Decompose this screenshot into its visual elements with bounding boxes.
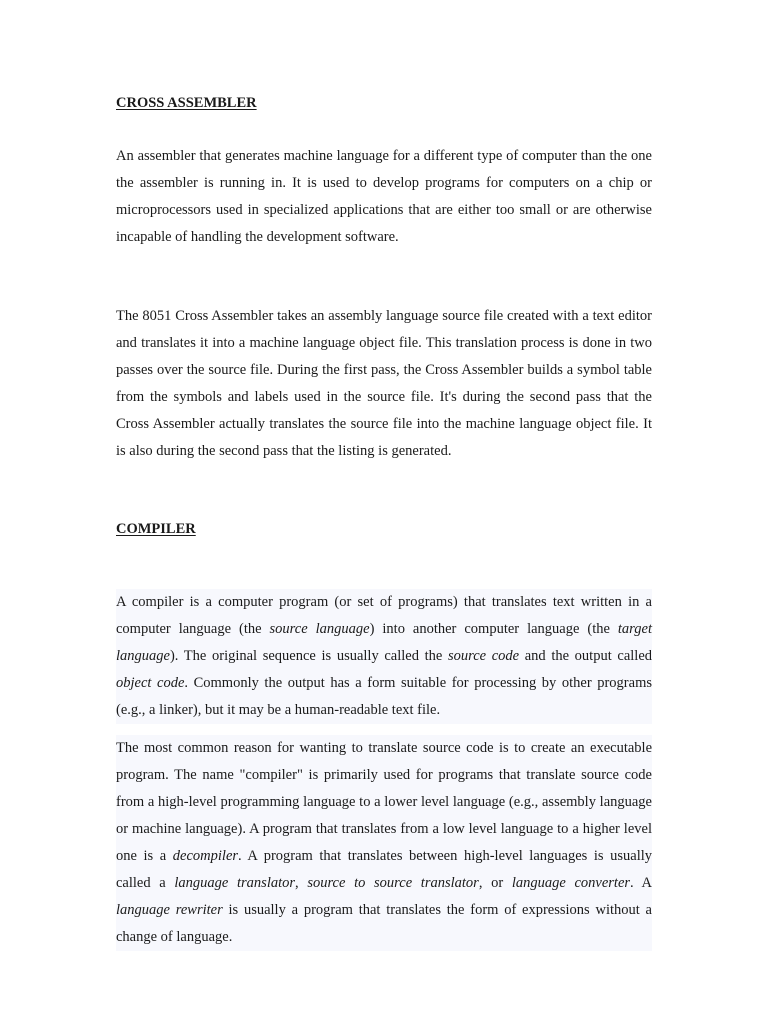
cross-assembler-paragraph-1: An assembler that generates machine language for a different type of computer than the one the assembler is running in. It is used to develop programs for computers on a chip or microprocessors used in specialized applications that are either too small or are otherwise incapable of handling the development software.: [116, 148, 652, 245]
text-span: . A: [630, 875, 653, 891]
text-span: and the output called: [519, 648, 652, 664]
document-page: [116, 90, 652, 951]
compiler-heading: COMPILER: [116, 521, 196, 537]
text-span: ,: [295, 875, 308, 891]
italic-term: source code: [447, 648, 520, 664]
text-span: The most common reason for wanting to translate source code is to create an executable program. The name "compiler" is primarily used for programs that translate source code from a high-level programming language to a lower level language (e.g., assembly language or machine language). A program that translates from a low level language to a higher level one is a: [116, 740, 652, 864]
italic-term: language translator: [174, 875, 296, 891]
text-span: ). The original sequence is usually called the: [169, 648, 448, 664]
italic-term: decompiler: [172, 848, 239, 864]
text-span: , or: [478, 875, 512, 891]
italic-term: object code: [116, 675, 185, 691]
italic-term: language converter: [511, 875, 631, 891]
cross-assembler-paragraph-2: The 8051 Cross Assembler takes an assembly language source file created with a text editor and translates it into a machine language object file. This translation process is done in two passes over the source file. During the first pass, the Cross Assembler builds a symbol table from the symbols and labels used in the source file. It's during the second pass that the Cross Assembler actually translates the source file into the machine language object file. It is also during the second pass that the listing is generated.: [116, 308, 652, 459]
italic-term: language rewriter: [116, 902, 223, 918]
text-span: . Commonly the output has a form suitable for processing by other programs (e.g., a linker), but it may be a human-readable text file.: [116, 675, 652, 718]
text-span: is usually a program that translates the form of expressions without a change of language.: [116, 902, 652, 945]
italic-term: target language: [116, 621, 652, 664]
compiler-paragraph-2: [116, 735, 652, 951]
text-span: A compiler is a computer program (or set of programs) that translates text written in a computer language (the: [116, 594, 652, 637]
italic-term: source language: [269, 621, 370, 637]
italic-term: source to source translator: [307, 875, 479, 891]
text-span: . A program that translates between high-level languages is usually called a: [116, 848, 653, 891]
text-span: ) into another computer language (the: [369, 621, 618, 637]
cross-assembler-heading: CROSS ASSEMBLER: [116, 95, 257, 111]
compiler-paragraph-1: [116, 589, 652, 724]
